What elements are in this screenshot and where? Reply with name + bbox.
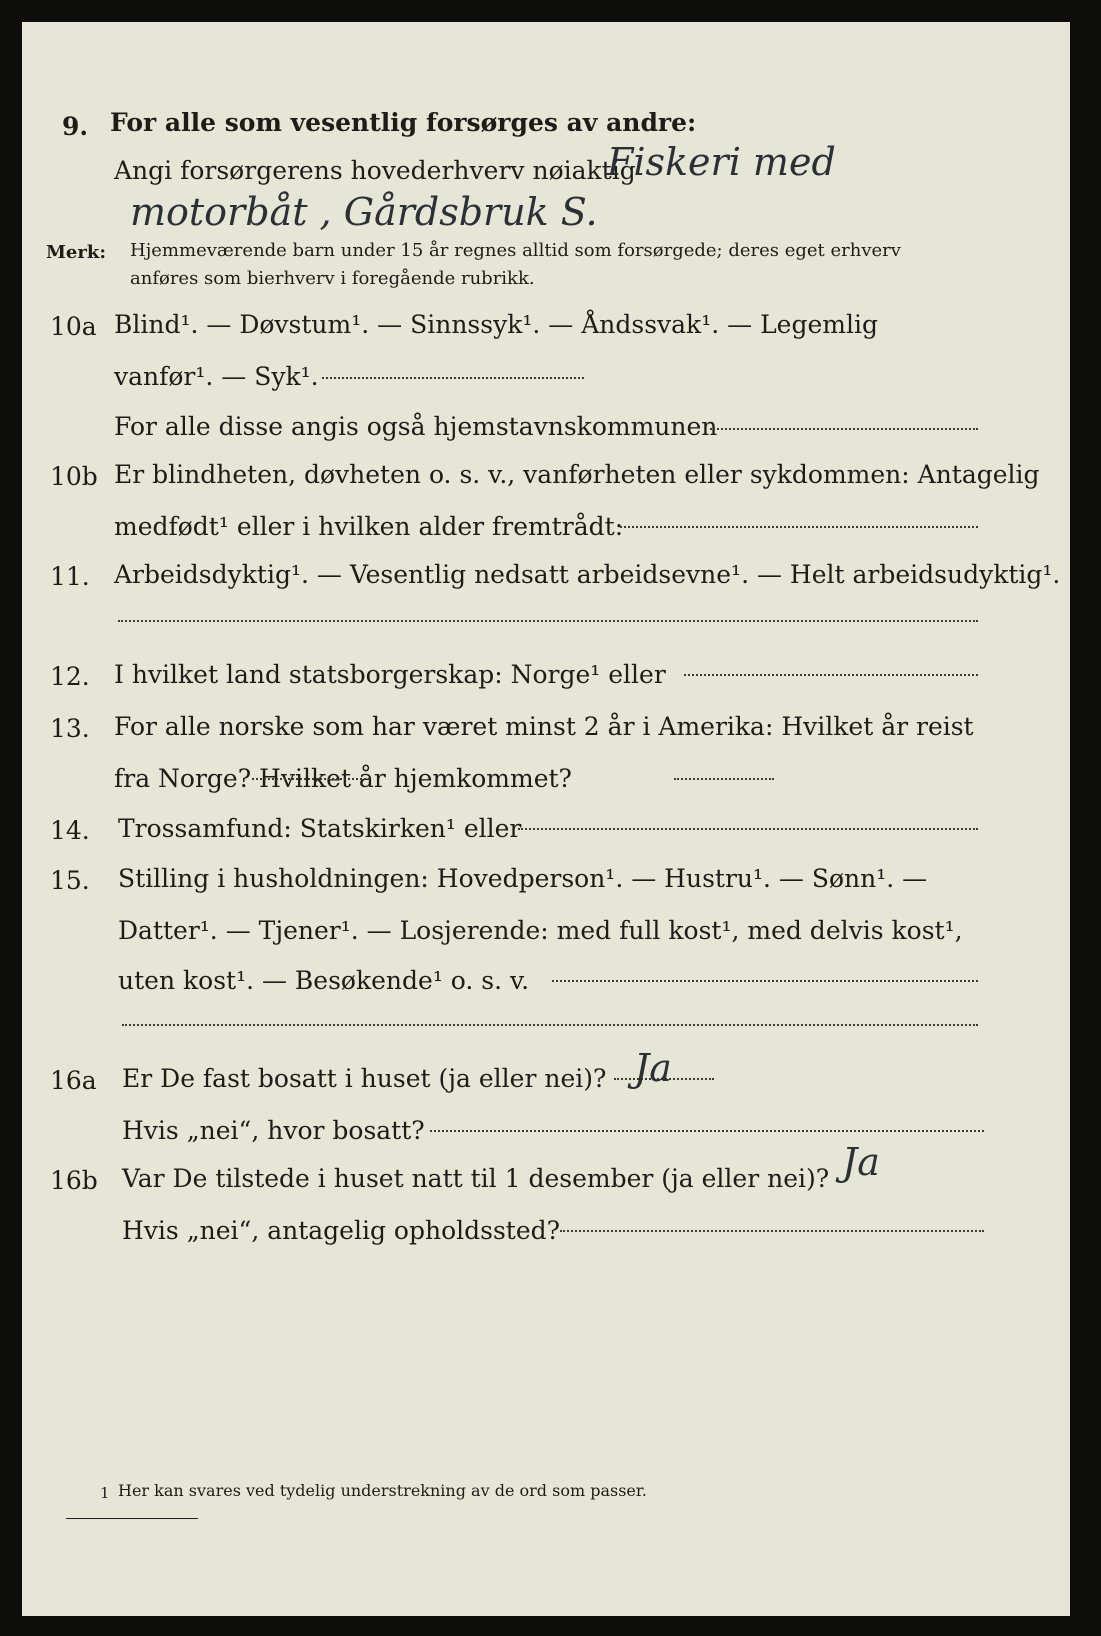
q15-line3: uten kost¹. — Besøkende¹ o. s. v.	[118, 966, 530, 995]
q11-answer-dots	[118, 620, 978, 622]
q10a-line1: Blind¹. — Døvstum¹. — Sinnssyk¹. — Åndssvak¹. — Legemlig	[114, 310, 878, 339]
q16b-line2: Hvis „nei“, antagelig opholdssted?	[122, 1216, 561, 1245]
q15-line3-dots	[552, 980, 978, 982]
q15-line1: Stilling i husholdningen: Hovedperson¹. — Hustru¹. — Sønn¹. —	[118, 864, 928, 893]
q12-number: 12.	[50, 662, 90, 691]
q10b-line2-dots	[620, 526, 978, 528]
q9-number: 9.	[62, 112, 89, 141]
q10a-number: 10a	[50, 312, 97, 341]
q9-heading: For alle som vesentlig forsørges av andre:	[110, 108, 697, 137]
q16a-line2-dots	[430, 1130, 984, 1132]
footnote-rule	[66, 1518, 198, 1519]
q11-line1: Arbeidsdyktig¹. — Vesentlig nedsatt arbeidsevne¹. — Helt arbeidsudyktig¹.	[114, 560, 1061, 589]
q10a-line2: vanfør¹. — Syk¹.	[114, 362, 319, 391]
q16b-line1: Var De tilstede i huset natt til 1 desember (ja eller nei)?	[122, 1164, 830, 1193]
q9-answer-line1: Fiskeri med	[607, 140, 836, 184]
q10a-line3-dots	[710, 428, 978, 430]
q10b-line1: Er blindheten, døvheten o. s. v., vanførheten eller sykdommen: Antagelig	[114, 460, 1040, 489]
q12-line1: I hvilket land statsborgerskap: Norge¹ eller	[114, 660, 666, 689]
q16a-answer: Ja	[634, 1046, 672, 1090]
q14-number: 14.	[50, 816, 90, 845]
q16a-number: 16a	[50, 1066, 97, 1095]
q16b-answer: Ja	[842, 1140, 880, 1184]
q16a-line1: Er De fast bosatt i huset (ja eller nei)?	[122, 1064, 607, 1093]
q16b-line2-dots	[560, 1230, 984, 1232]
note-line1: Hjemmeværende barn under 15 år regnes alltid som forsørgede; deres eget erhverv	[130, 240, 901, 261]
q16b-number: 16b	[50, 1166, 98, 1195]
footnote-marker: 1	[100, 1484, 110, 1502]
q16a-line2: Hvis „nei“, hvor bosatt?	[122, 1116, 425, 1145]
q15-line2: Datter¹. — Tjener¹. — Losjerende: med full kost¹, med delvis kost¹,	[118, 916, 963, 945]
q10b-number: 10b	[50, 462, 98, 491]
q13-line2: fra Norge? Hvilket år hjemkommet?	[114, 764, 572, 793]
note-line2: anføres som bierhverv i foregående rubrikk.	[130, 268, 535, 289]
q13-number: 13.	[50, 714, 90, 743]
note-label: Merk:	[46, 242, 106, 263]
q13-left-dots	[252, 778, 370, 780]
q9-prompt: Angi forsørgerens hovederhverv nøiaktig	[114, 156, 636, 185]
footnote-text: Her kan svares ved tydelig understrekning av de ord som passer.	[118, 1481, 647, 1500]
q13-line1: For alle norske som har været minst 2 år i Amerika: Hvilket år reist	[114, 712, 974, 741]
q12-dots	[684, 674, 978, 676]
q9-answer-line2: motorbåt , Gårdsbruk S.	[130, 190, 598, 234]
q10b-line2: medfødt¹ eller i hvilken alder fremtrådt:	[114, 512, 624, 541]
q10a-line2-dots	[322, 377, 584, 379]
q15-answer-dots	[122, 1024, 978, 1026]
q14-dots	[518, 828, 978, 830]
q11-number: 11.	[50, 562, 90, 591]
q15-number: 15.	[50, 866, 90, 895]
census-form-page	[22, 22, 1070, 1616]
q13-right-dots	[674, 778, 774, 780]
q14-line1: Trossamfund: Statskirken¹ eller	[118, 814, 522, 843]
q10a-line3: For alle disse angis også hjemstavnskommunen	[114, 412, 718, 441]
